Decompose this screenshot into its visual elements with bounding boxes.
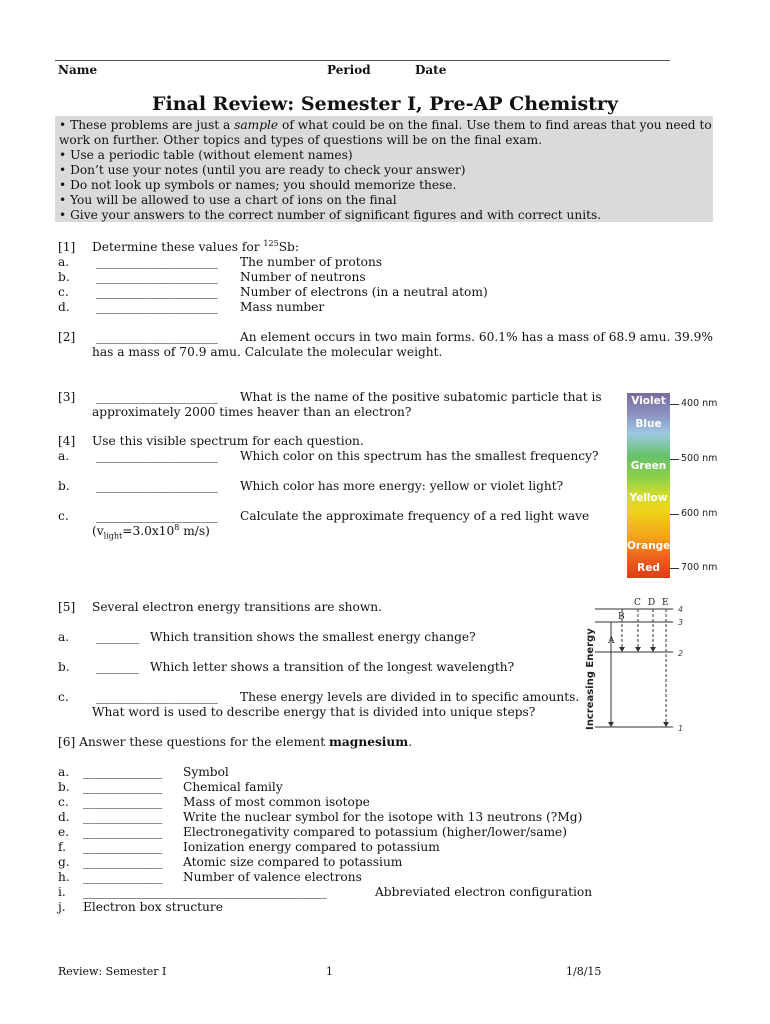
answer-blank[interactable]: _______ bbox=[96, 660, 139, 674]
answer-blank[interactable]: ____________________ bbox=[96, 479, 218, 493]
answer-blank[interactable]: _______ bbox=[96, 630, 139, 644]
energy-axis-label: Increasing Energy bbox=[585, 628, 596, 730]
q5-item-label: a. bbox=[58, 630, 70, 644]
q6-item-text: Ionization energy compared to potassium bbox=[183, 840, 440, 854]
q6-item-label: e. bbox=[58, 825, 70, 839]
instruction-line: • Give your answers to the correct number of significant figures and with correct units. bbox=[59, 208, 602, 222]
q1-prompt: Determine these values for $^{125}$Sb: bbox=[92, 238, 299, 254]
q6-item-label: d. bbox=[58, 810, 70, 824]
transition-letter: B bbox=[618, 612, 625, 622]
spectrum-wavelength: 400 nm bbox=[681, 398, 718, 409]
q1-item-label: c. bbox=[58, 285, 69, 299]
q6-item-text: Electron box structure bbox=[83, 900, 223, 914]
q3-number: [3] bbox=[58, 390, 76, 404]
q6-item-label: f. bbox=[58, 840, 66, 854]
q6-item-label: i. bbox=[58, 885, 66, 899]
q1-number: [1] bbox=[58, 240, 76, 254]
instruction-line: • These problems are just a sample of what could be on the final. Use them to find areas that you need to bbox=[59, 118, 712, 132]
spectrum-label: Green bbox=[630, 460, 667, 472]
spectrum-wavelength: 500 nm bbox=[681, 453, 718, 464]
q1-item-text: Mass number bbox=[240, 300, 325, 314]
q4-item-text: Which color on this spectrum has the smallest frequency? bbox=[240, 449, 599, 463]
q4-item-label: a. bbox=[58, 449, 70, 463]
footer-left: Review: Semester I bbox=[58, 965, 167, 978]
q6-item-text: Number of valence electrons bbox=[183, 870, 362, 884]
answer-blank[interactable]: ____________________ bbox=[96, 300, 218, 314]
page-title: Final Review: Semester I, Pre-AP Chemistry bbox=[152, 93, 618, 115]
answer-blank[interactable]: ________________________________________ bbox=[83, 885, 327, 899]
q6-item-label: g. bbox=[58, 855, 70, 869]
energy-level-number: 4 bbox=[678, 605, 684, 614]
header-rule bbox=[55, 60, 670, 61]
spectrum-label: Red bbox=[637, 562, 660, 574]
q6-item-label: j. bbox=[58, 900, 66, 914]
spectrum-label: Blue bbox=[635, 418, 662, 430]
spectrum-label: Violet bbox=[631, 395, 666, 407]
q6-item-label: c. bbox=[58, 795, 69, 809]
q4-item-label: c. bbox=[58, 509, 69, 523]
answer-blank[interactable]: _____________ bbox=[83, 825, 163, 839]
q6-item-text: Abbreviated electron configuration bbox=[375, 885, 593, 899]
spectrum-wavelength: 700 nm bbox=[681, 562, 718, 573]
answer-blank[interactable]: _____________ bbox=[83, 765, 163, 779]
q4-item-text: Which color has more energy: yellow or violet light? bbox=[240, 479, 564, 493]
spectrum-tick bbox=[670, 568, 679, 569]
answer-blank[interactable]: _____________ bbox=[83, 810, 163, 824]
answer-blank[interactable]: _____________ bbox=[83, 870, 163, 884]
q2-number: [2] bbox=[58, 330, 76, 344]
q6-intro: [6] Answer these questions for the element magnesium. bbox=[58, 735, 413, 749]
instructions-box bbox=[55, 116, 713, 222]
q6-item-text: Symbol bbox=[183, 765, 229, 779]
q6-item-text: Atomic size compared to potassium bbox=[183, 855, 403, 869]
q1-item-text: Number of electrons (in a neutral atom) bbox=[240, 285, 488, 299]
q1-item-label: d. bbox=[58, 300, 70, 314]
q6-item-text: Chemical family bbox=[183, 780, 283, 794]
date-label: Date bbox=[415, 63, 447, 77]
instruction-line: • Do not look up symbols or names; you should memorize these. bbox=[59, 178, 457, 192]
q4-light-speed: ($v_{light}=3.0x10^8$ m/s) bbox=[92, 522, 210, 541]
q6-item-text: Mass of most common isotope bbox=[183, 795, 370, 809]
transition-letter: A bbox=[608, 636, 615, 646]
spectrum-tick bbox=[670, 404, 679, 405]
name-label: Name bbox=[58, 63, 98, 77]
answer-blank[interactable]: _____________ bbox=[83, 855, 163, 869]
q6-item-label: b. bbox=[58, 780, 70, 794]
q4-item-label: b. bbox=[58, 479, 70, 493]
answer-blank[interactable]: ____________________ bbox=[96, 390, 218, 404]
q3-line1: What is the name of the positive subatomic particle that is bbox=[240, 390, 602, 404]
answer-blank[interactable]: ____________________ bbox=[96, 690, 218, 704]
q1-item-text: Number of neutrons bbox=[240, 270, 366, 284]
answer-blank[interactable]: ____________________ bbox=[96, 285, 218, 299]
answer-blank[interactable]: _____________ bbox=[83, 840, 163, 854]
answer-blank[interactable]: _____________ bbox=[83, 780, 163, 794]
q6-item-text: Electronegativity compared to potassium (higher/lower/same) bbox=[183, 825, 568, 839]
q4-number: [4] bbox=[58, 434, 76, 448]
q4-item-text: Calculate the approximate frequency of a red light wave bbox=[240, 509, 590, 523]
q2-line2: has a mass of 70.9 amu. Calculate the molecular weight. bbox=[92, 345, 443, 359]
energy-level-number: 3 bbox=[678, 618, 684, 627]
q6-item-label: h. bbox=[58, 870, 70, 884]
q3-line2: approximately 2000 times heaver than an electron? bbox=[92, 405, 412, 419]
q5-number: [5] bbox=[58, 600, 76, 614]
instruction-line: work on further. Other topics and types of questions will be on the final exam. bbox=[59, 133, 543, 147]
q5-item-text2: What word is used to describe energy that is divided into unique steps? bbox=[92, 705, 536, 719]
q1-item-label: a. bbox=[58, 255, 70, 269]
energy-level-number: 1 bbox=[678, 724, 684, 733]
q5-item-text: These energy levels are divided in to specific amounts. bbox=[240, 690, 580, 704]
q1-item-text: The number of protons bbox=[240, 255, 383, 269]
instruction-line: • You will be allowed to use a chart of ions on the final bbox=[59, 193, 397, 207]
q5-item-text: Which transition shows the smallest energy change? bbox=[150, 630, 476, 644]
spectrum-label: Orange bbox=[627, 540, 671, 552]
instruction-line: • Don’t use your notes (until you are ready to check your answer) bbox=[59, 163, 466, 177]
answer-blank[interactable]: ____________________ bbox=[96, 330, 218, 344]
spectrum-wavelength: 600 nm bbox=[681, 508, 718, 519]
answer-blank[interactable]: ____________________ bbox=[96, 509, 218, 523]
instruction-line: • Use a periodic table (without element names) bbox=[59, 148, 353, 162]
answer-blank[interactable]: ____________________ bbox=[96, 270, 218, 284]
spectrum-tick bbox=[670, 514, 679, 515]
energy-level-number: 2 bbox=[678, 649, 684, 658]
transition-letter: E bbox=[662, 598, 669, 608]
spectrum-tick bbox=[670, 459, 679, 460]
q5-intro: Several electron energy transitions are shown. bbox=[92, 600, 382, 614]
q4-intro: Use this visible spectrum for each question. bbox=[92, 434, 364, 448]
q1-item-label: b. bbox=[58, 270, 70, 284]
energy-level-diagram bbox=[578, 595, 688, 740]
q5-item-label: b. bbox=[58, 660, 70, 674]
q6-item-text: Write the nuclear symbol for the isotope with 13 neutrons (?Mg) bbox=[183, 810, 583, 824]
transition-letter: C bbox=[634, 598, 641, 608]
q5-item-text: Which letter shows a transition of the longest wavelength? bbox=[150, 660, 515, 674]
answer-blank[interactable]: ____________________ bbox=[96, 449, 218, 463]
q6-item-label: a. bbox=[58, 765, 70, 779]
period-label: Period bbox=[327, 63, 371, 77]
footer-page-number: 1 bbox=[326, 965, 333, 978]
answer-blank[interactable]: _____________ bbox=[83, 795, 163, 809]
footer-date: 1/8/15 bbox=[566, 965, 602, 978]
q5-item-label: c. bbox=[58, 690, 69, 704]
spectrum-label: Yellow bbox=[629, 492, 668, 504]
answer-blank[interactable]: ____________________ bbox=[96, 255, 218, 269]
q2-line1: An element occurs in two main forms. 60.1% has a mass of 68.9 amu. 39.9% bbox=[240, 330, 713, 344]
transition-letter: D bbox=[648, 598, 656, 608]
